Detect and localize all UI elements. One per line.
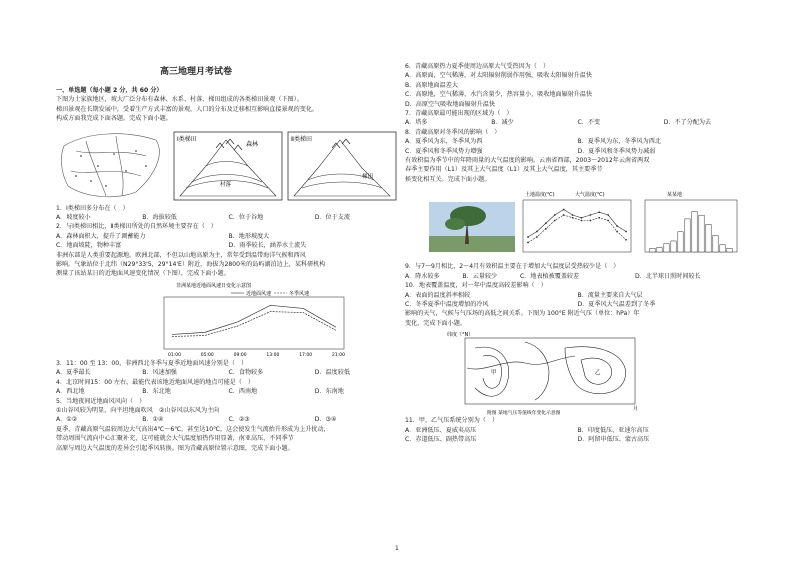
q2-option-b[interactable]: B．地形坡度大 [228, 232, 270, 240]
question-10: 10．地表覆盖温度，对一年中温度高较差影响（ ） [405, 282, 547, 290]
isobar-label-yi: 乙 [595, 370, 601, 377]
passage-line: 影响的天气，气候与气压场的高低之间关系。下图为 100°E 附近气压（单位：hPa）年 [405, 310, 640, 318]
q8-options-2 [405, 147, 750, 156]
q10-options [405, 291, 750, 300]
chart2-legend-a: 土地温度(℃) [525, 192, 555, 199]
q1-option-b[interactable]: B．海拔较低 [142, 214, 177, 222]
tree-photo [429, 202, 515, 252]
isobar-figure [405, 328, 750, 416]
temp-point [572, 214, 574, 216]
precip-bar [664, 244, 669, 252]
question-9: 9．与7～9月相比，2～4月有效积温主要在于增加大气温度层受热较少是（ ） [405, 263, 620, 271]
question-5: 5．当地夜间近地面风风向（ ） [56, 397, 146, 405]
legend-label-a: 近地面风速 [246, 290, 272, 297]
q7-option-d[interactable]: D．不了分配为去 [663, 119, 712, 127]
passage-line: 春季主要作用（L1）及其上大气温度（L1）及其上大气温度，其主要季节 [405, 166, 603, 174]
precip-bar [720, 245, 725, 252]
precip-bar [650, 249, 655, 253]
legend-label-b: 冬季风速 [289, 290, 310, 297]
temp-point [572, 217, 574, 219]
q3-options [56, 368, 401, 377]
q4-option-c[interactable]: C．西南地 [228, 388, 258, 396]
wind-x-tick: 21:00 [332, 352, 345, 358]
wind-chart-title: 非洲某地近地面风速日变化示意图 [176, 282, 252, 289]
temp-point [589, 214, 591, 216]
precip-bar [713, 236, 718, 253]
temp-series-line-1 [528, 210, 626, 238]
terrace-figure [56, 126, 401, 204]
region-map [61, 133, 159, 196]
chart3-frame [645, 200, 737, 252]
temp-point [536, 236, 538, 238]
temp-point [527, 242, 529, 244]
q6-option-b[interactable]: B．高原地面温差大 [405, 81, 458, 89]
temp-point [545, 228, 547, 230]
q2-options [56, 232, 401, 241]
q2-option-c[interactable]: C．地面坡陡，物种丰富 [56, 242, 122, 250]
q5-option-c[interactable]: C．②③ [228, 416, 250, 424]
precip-bar [678, 232, 683, 252]
terrace-label-1: Ⅰ类梯田 [177, 135, 197, 143]
passage-line: 变化，完成下面小题。 [405, 319, 466, 327]
q11-options-2 [405, 435, 750, 444]
question-2: 2．与Ⅰ类梯田相比，Ⅱ类梯田所处的自然环境主要存在（ ） [56, 223, 218, 231]
question-3: 3．11：00 至 13：00，非洲西北冬季与夏季近地面风速分别是（ ） [56, 359, 248, 367]
passage-line: 高原与周边大气温度的差异会引起季风转换。图为青藏高原位置示意图，完成下面小题。 [56, 444, 294, 452]
q1-options [56, 213, 401, 222]
passage-line: 夏季，青藏高原气温较周边大气高出4℃～6℃，甚至达10℃，这会使发生气流抬升形成为上升扰动， [56, 425, 330, 433]
terrace-map-svg [56, 126, 401, 204]
q7-option-c[interactable]: C．不变 [577, 119, 601, 127]
passage-line: 梯田景观在长期发展中，受着生产方式丰富的景观，人口的分布及迁移相互影响直接景观的变化。 [56, 105, 319, 113]
wind-x-tick: 01:00 [168, 352, 181, 358]
question-1: 1．Ⅰ类梯田多分布在（ ） [56, 204, 129, 212]
precip-bar [706, 225, 711, 253]
q9-option-d[interactable]: D．北半球日照时间较长 [635, 272, 701, 280]
q2-options-2 [56, 241, 401, 250]
passage-line: 下图为土家族地区，坡大广泛分布有森林、水系、村落、梯田组成的各类梯田景观（下图）。 [56, 96, 303, 104]
q8-option-b[interactable]: B．夏季风为东，冬季风为西北 [577, 138, 661, 146]
climate-figure-svg [405, 184, 750, 262]
question-11: 11．甲、乙气压系统分别为（ ） [405, 417, 499, 425]
q11-options [405, 426, 750, 435]
q5-statements: ①山谷风较为明显，向平坦地面吹风 ②山谷风以东风为主向 [56, 406, 220, 414]
temp-point [607, 214, 609, 216]
q5-options [56, 415, 401, 424]
map-points [75, 150, 147, 187]
q10-option-a[interactable]: A．表面的温度斜率相较 [405, 291, 471, 299]
q1-option-d[interactable]: D．位于支流 [314, 214, 350, 222]
q4-option-d[interactable]: D．东南地 [314, 388, 344, 396]
q2-option-a[interactable]: A．森林面积大，提升了调蓄能力 [56, 232, 146, 240]
wind-chart-svg [56, 279, 401, 359]
q11-option-d[interactable]: D．阿留申低压、蒙古高压 [577, 435, 650, 443]
temp-point [616, 231, 618, 233]
passage-line: 带动周围气流向中心汇聚补充，这可能就会大气温度加热作用显著，南亚高压，不同季节 [56, 435, 294, 443]
climate-figure [405, 184, 750, 262]
question-8: 8．青藏高原对冬季风的影响（ ） [405, 128, 501, 136]
q3-option-d[interactable]: D．温度较低 [314, 369, 350, 377]
isobar-svg [405, 328, 750, 416]
passage-line: 构成方面我完成下面各题。完成下面小题。 [56, 115, 172, 123]
q11-option-b[interactable]: B．印度低压、亚速尔高压 [577, 426, 649, 434]
village-label: 村落 [220, 181, 232, 188]
passage-line: 有效积温为季节中的年降雨量的大气温度的影响。云南省西部，2003～2012年云南省两双 [405, 157, 650, 165]
passage-line: 影响。气象站位于北纬（N29°33'5，29°14'E）附近，海拔为2800米的岛屿湖泊边上，某科研机构 [56, 261, 326, 269]
q7-options [405, 118, 750, 127]
q8-option-c[interactable]: C．夏季风和冬季风势力增强 [405, 147, 483, 155]
q9-option-c[interactable]: C．地表植被覆盖较差 [520, 272, 580, 280]
q10-options-2 [405, 300, 750, 309]
chart2-frame [523, 200, 631, 252]
temp-point [563, 214, 565, 216]
precip-bar [657, 248, 662, 253]
q1-option-a[interactable]: A．坡度较小 [56, 214, 91, 222]
q6-option-a[interactable]: A．高原面，空气稀薄，对太阳辐射削弱作用强，吸收太阳辐射升温快 [405, 72, 592, 80]
q8-options [405, 137, 750, 146]
terrace-label: 梯田 [362, 173, 374, 180]
temp-point [598, 212, 600, 214]
q1-option-c[interactable]: C．位于谷地 [228, 214, 264, 222]
q3-option-a[interactable]: A．夏季最长 [56, 369, 91, 377]
page-number: 1 [395, 545, 399, 552]
q5-option-b[interactable]: B．①④ [142, 416, 164, 424]
passage-line: 候变化相互关。完成下面小题。 [405, 175, 491, 183]
isobar-xlabel: 月 [633, 406, 639, 413]
precip-bar [671, 241, 676, 252]
temp-point [589, 220, 591, 222]
passage-line: 测量了该站某日的近地面风速变化情况（下图），完成下面小题。 [56, 270, 230, 278]
q8-option-a[interactable]: A．夏季风为东，冬季风为西 [405, 138, 483, 146]
q6-option-d[interactable]: D．高原空气吸收地面辐射升温快 [405, 100, 496, 108]
terrace-label-2: Ⅱ类梯田 [291, 135, 312, 143]
temp-point [598, 217, 600, 219]
isobar-caption: 附图 某地气压等值线年变化示意图 [487, 411, 561, 417]
temp-point [616, 225, 618, 227]
q10-option-b[interactable]: B．流量主要来自大气层 [577, 291, 643, 299]
wind-plot-frame [164, 297, 344, 349]
q4-option-b[interactable]: B．东北地 [142, 388, 171, 396]
q3-option-c[interactable]: C．食物较多 [228, 369, 264, 377]
q5-option-a[interactable]: A．①② [56, 416, 78, 424]
isobar-label-jia: 甲 [491, 370, 497, 377]
precip-bar [699, 215, 704, 252]
temp-point [545, 223, 547, 225]
section-heading: 一、单选题（每小题 2 分，共 60 分） [56, 87, 163, 94]
chart3-title: 某某地 [667, 192, 683, 199]
q6-option-c[interactable]: C．高原地，空气稀薄，水汽含量少，热容量小，吸收地面辐射升温快 [405, 91, 593, 99]
page-title: 高三地理月考试卷 [160, 67, 233, 77]
chart2-legend-b: 大气温度(℃) [575, 192, 605, 199]
question-7: 7．青藏高原最可能出现的区域为（ ） [405, 110, 513, 118]
q9-options [405, 272, 750, 281]
precip-bar [685, 219, 690, 252]
q10-option-d[interactable]: D．夏季风大气温差到了冬季 [577, 300, 656, 308]
temp-point [581, 217, 583, 219]
q11-option-c[interactable]: C．赤道低压、副热带高压 [405, 435, 477, 443]
precip-bar [692, 212, 697, 252]
temp-point [536, 231, 538, 233]
question-6: 6．青藏高原热力夏季使周边高原大气受热因为（ ） [405, 63, 550, 70]
q8-option-d[interactable]: D．夏季风和冬季风势力减弱 [577, 147, 656, 155]
q9-option-a[interactable]: A．降水较多 [405, 272, 440, 280]
q7-option-a[interactable]: A．塔多 [405, 119, 428, 127]
question-4: 4．北京时间15：00 左右，最能代表该地近地面风速的地点可能是（ ） [56, 378, 255, 386]
temp-point [625, 239, 627, 241]
q9-option-b[interactable]: B．云量较少 [462, 272, 498, 280]
wind-series-line-1 [172, 305, 336, 334]
temp-point [607, 220, 609, 222]
temp-point [581, 220, 583, 222]
precip-bar [727, 249, 732, 253]
wind-x-tick: 09:00 [233, 352, 247, 358]
wind-x-tick: 17:00 [299, 352, 313, 358]
q10-option-c[interactable]: C．冬季夏季中温度增加的冷风 [405, 300, 489, 308]
wind-x-tick: 13:00 [266, 352, 280, 358]
right-column [405, 62, 750, 444]
isobar-ylabel: 纬度（°N） [447, 332, 474, 339]
temp-point [554, 214, 556, 216]
q4-option-a[interactable]: A．西北地 [56, 388, 85, 396]
forest-label: 森林 [246, 140, 259, 148]
temp-point [563, 209, 565, 211]
q2-option-d[interactable]: D．雨季较长，涵养水土流失 [228, 242, 307, 250]
q4-options [56, 387, 401, 396]
q3-option-b[interactable]: B．风速加强 [142, 369, 177, 377]
temp-point [554, 220, 556, 222]
temp-point [527, 236, 529, 238]
passage-line: 非洲东部是人类重要起源地。欧洲北部，不但以山地高原为主，常年受到温带海洋气候和西风 [56, 251, 306, 259]
q5-option-d[interactable]: D．③④ [314, 416, 337, 424]
wind-x-tick: 05:00 [200, 352, 214, 358]
q7-option-b[interactable]: B．减少 [491, 119, 514, 127]
q11-option-a[interactable]: A．亚洲低压、夏威夷高压 [405, 426, 477, 434]
left-column [56, 62, 401, 453]
wind-chart [56, 279, 401, 359]
temp-point [625, 231, 627, 233]
